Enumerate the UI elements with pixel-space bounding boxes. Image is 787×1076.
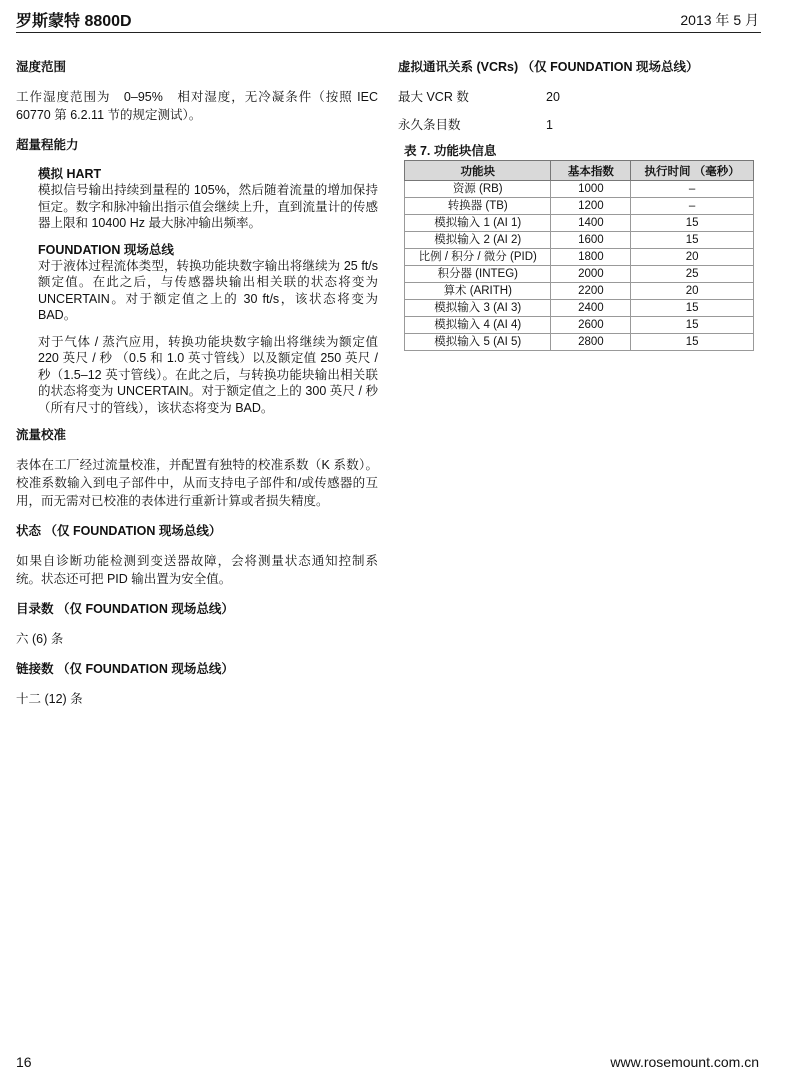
- table-cell-exec-time: 15: [631, 317, 754, 334]
- table-cell-exec-time: 25: [631, 266, 754, 283]
- table-cell-index: 2200: [551, 283, 631, 300]
- calibration-heading: 流量校准: [16, 428, 67, 442]
- table-cell-exec-time: 15: [631, 232, 754, 249]
- ff-heading: FOUNDATION 现场总线: [38, 242, 174, 257]
- table-cell-block: 积分器 (INTEG): [405, 266, 551, 283]
- column-header-index: 基本指数: [551, 161, 631, 181]
- table-cell-index: 2000: [551, 266, 631, 283]
- table-cell-index: 1000: [551, 181, 631, 198]
- table-cell-exec-time: 15: [631, 334, 754, 351]
- table-cell-index: 2600: [551, 317, 631, 334]
- table-cell-index: 1600: [551, 232, 631, 249]
- table-row: [405, 266, 754, 283]
- table-header-row: [405, 161, 754, 181]
- function-block-table: [404, 160, 754, 351]
- table-cell-block: 模拟输入 3 (AI 3): [405, 300, 551, 317]
- table-cell-block: 模拟输入 2 (AI 2): [405, 232, 551, 249]
- calibration-text: 表体在工厂经过流量校准，并配置有独特的校准系数（K 系数）。校准系数输入到电子部件中，从而支持电子部件和/或传感器的互用，而无需对已校准的表体进行重新计算或者损失精度。: [16, 458, 378, 508]
- table-cell-exec-time: 20: [631, 249, 754, 266]
- table-cell-block: 比例 / 积分 / 微分 (PID): [405, 249, 551, 266]
- table-row: [405, 181, 754, 198]
- table-cell-exec-time: 20: [631, 283, 754, 300]
- page-number: 16: [16, 1054, 32, 1070]
- vcr-heading: 虚拟通讯关系 (VCRs) （仅 FOUNDATION 现场总线）: [398, 60, 699, 74]
- table-cell-index: 1400: [551, 215, 631, 232]
- overrange-section: [38, 166, 378, 416]
- column-header-block: 功能块: [405, 161, 551, 181]
- status-heading: 状态 （仅 FOUNDATION 现场总线）: [16, 524, 222, 538]
- table-row: [405, 215, 754, 232]
- table-cell-index: 1800: [551, 249, 631, 266]
- vcr-perm-row: [398, 116, 758, 134]
- document-title: 罗斯蒙特 8800D: [16, 13, 132, 30]
- hart-text: 模拟信号输出持续到量程的 105%，然后随着流量的增加保持恒定。数字和脉冲输出指示值会继续上升，直到流量计的传感器上限和 10400 Hz 最大脉冲输出频率。: [38, 183, 378, 230]
- table-cell-block: 资源 (RB): [405, 181, 551, 198]
- table-row: [405, 249, 754, 266]
- table-cell-exec-time: 15: [631, 215, 754, 232]
- links-heading: 链接数 （仅 FOUNDATION 现场总线）: [16, 662, 234, 676]
- table-cell-exec-time: –: [631, 181, 754, 198]
- website-url: www.rosemount.com.cn: [610, 1054, 759, 1070]
- directory-heading: 目录数 （仅 FOUNDATION 现场总线）: [16, 602, 234, 616]
- table-cell-block: 算术 (ARITH): [405, 283, 551, 300]
- table-row: [405, 317, 754, 334]
- header-divider: [16, 32, 761, 33]
- left-column: [16, 58, 378, 720]
- table-cell-index: 1200: [551, 198, 631, 215]
- publication-date: 2013 年 5 月: [680, 12, 759, 28]
- table-row: [405, 283, 754, 300]
- table-cell-block: 模拟输入 5 (AI 5): [405, 334, 551, 351]
- table-caption: 表 7. 功能块信息: [404, 144, 497, 158]
- links-text: 十二 (12) 条: [16, 692, 83, 706]
- humidity-heading: 湿度范围: [16, 60, 67, 74]
- right-column: [398, 58, 758, 351]
- humidity-text: 工作湿度范围为 0–95% 相对湿度，无冷凝条件（按照 IEC 60770 第 6.2.11 节的规定测试）。: [16, 90, 378, 122]
- table-cell-block: 模拟输入 1 (AI 1): [405, 215, 551, 232]
- table-row: [405, 232, 754, 249]
- table-cell-block: 转换器 (TB): [405, 198, 551, 215]
- overrange-heading: 超量程能力: [16, 138, 79, 152]
- table-row: [405, 300, 754, 317]
- table-cell-block: 模拟输入 4 (AI 4): [405, 317, 551, 334]
- column-header-exec-time: 执行时间 （毫秒）: [631, 161, 754, 181]
- table-row: [405, 198, 754, 215]
- vcr-max-label: 最大 VCR 数: [398, 90, 469, 104]
- table-cell-exec-time: –: [631, 198, 754, 215]
- table-body: [405, 181, 754, 351]
- hart-heading: 模拟 HART: [38, 167, 102, 181]
- table-cell-index: 2400: [551, 300, 631, 317]
- table-row: [405, 334, 754, 351]
- table-cell-index: 2800: [551, 334, 631, 351]
- directory-text: 六 (6) 条: [16, 632, 64, 646]
- ff-gas-text: 对于气体 / 蒸汽应用，转换功能块数字输出将继续为额定值 220 英尺 / 秒 （0.5 和 1.0 英寸管线）以及额定值 250 英尺 / 秒（1.5–12 英寸管线）。在此之后，与转换功能块输出相关联的状态将变为 UNCERTAIN。对于额定值之上的 300 英尺 / 秒 （所有尺寸的管线），该状态将变为 BAD。: [38, 334, 378, 415]
- vcr-perm-value: 1: [546, 118, 553, 132]
- ff-liquid-text: 对于液体过程流体类型，转换功能块数字输出将继续为 25 ft/s 额定值。在此之后，与传感器块输出相关联的状态将变为 UNCERTAIN。对于额定值之上的 30 ft/s，该状态将变为 BAD。: [38, 258, 378, 322]
- vcr-max-value: 20: [546, 90, 560, 104]
- table-cell-exec-time: 15: [631, 300, 754, 317]
- status-text: 如果自诊断功能检测到变送器故障，会将测量状态通知控制系统。状态还可把 PID 输出置为安全值。: [16, 554, 378, 586]
- vcr-perm-label: 永久条目数: [398, 118, 461, 132]
- vcr-max-row: [398, 88, 758, 106]
